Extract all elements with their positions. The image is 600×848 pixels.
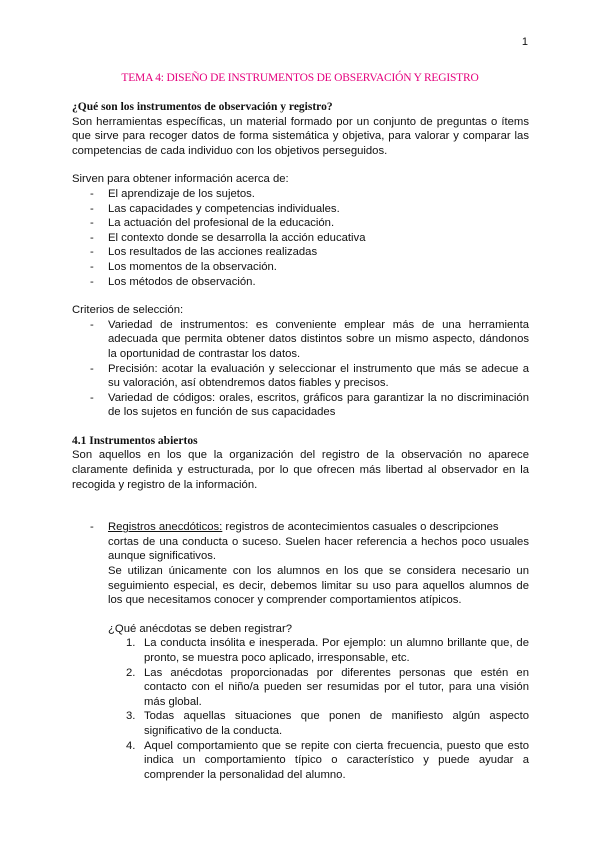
list-item: - Precisión: acotar la evaluación y seleccionar el instrumento que más se adecue a su valoración, así obtendremos datos fiables y precisos.: [90, 362, 529, 391]
anecdote-list: [108, 636, 529, 782]
info-list: [72, 187, 529, 289]
list-item: - La actuación del profesional de la educación.: [90, 216, 529, 231]
list-item: - Los resultados de las acciones realizadas: [90, 245, 529, 260]
anecdotal-line1: registros de acontecimientos casuales o descripciones: [222, 521, 499, 534]
list-item: [90, 520, 529, 608]
list-item: - Variedad de códigos: orales, escritos, gráficos para garantizar la no discriminación de los sujetos en función de sus capacidades: [90, 391, 529, 420]
anecdotal-label: Registros anecdóticos:: [108, 521, 223, 534]
list-item: - Las capacidades y competencias individuales.: [90, 202, 529, 217]
anecdotal-line3: Se utilizan únicamente con los alumnos en los que se considera necesario un seguimiento especial, es decir, debemos limitar su uso para aquellos alumnos de los que necesitamos conocer y comprender comportamientos atípicos.: [108, 565, 529, 607]
list-item: 2. Las anécdotas proporcionadas por diferentes personas que estén en contacto con el niño/a pueden ser resumidas por el tutor, para una visión más global.: [126, 666, 529, 708]
question-block: [72, 622, 529, 783]
info-intro: Sirven para obtener información acerca de:: [72, 173, 289, 186]
section-heading-instruments: ¿Qué son los instrumentos de observación y registro?: [72, 101, 333, 113]
criteria-list: [72, 318, 529, 420]
list-item: - Variedad de instrumentos: es conveniente emplear más de una herramienta adecuada que permita obtener datos distintos sobre un mismo aspecto, dándonos la oportunidad de contrastar los datos.: [90, 318, 529, 362]
anecdotal-list: [72, 520, 529, 608]
definition-paragraph: Son herramientas específicas, un material formado por un conjunto de preguntas o ítems que sirve para recoger datos de forma sistemática y objetiva, para valorar y comparar las competencias de cada individuo con los objetivos perseguidos.: [72, 115, 529, 157]
list-item: - Los métodos de observación.: [90, 275, 529, 290]
document-title: TEMA 4: DISEÑO DE INSTRUMENTOS DE OBSERVACIÓN Y REGISTRO: [121, 72, 479, 84]
question-text: ¿Qué anécdotas se deben registrar?: [108, 622, 292, 635]
criteria-intro: Criterios de selección:: [72, 304, 184, 317]
list-item: - Los momentos de la observación.: [90, 260, 529, 275]
list-item: 4. Aquel comportamiento que se repite con cierta frecuencia, puesto que esto indica un comportamiento típico o característico y puede ayudar a comprender la personalidad del alumno.: [126, 739, 529, 781]
list-item: 1. La conducta insólita e inesperada. Por ejemplo: un alumno brillante que, de pronto, se muestra poco aplicado, irresponsable, etc.: [126, 637, 529, 664]
section-heading-open-instruments: 4.1 Instrumentos abiertos: [72, 434, 198, 447]
anecdotal-line2: cortas de una conducta o suceso. Suelen hacer referencia a hechos poco usuales aunque significativos.: [108, 535, 529, 563]
open-instruments-paragraph: Son aquellos en los que la organización del registro de la observación no aparece claramente definida y estructurada, por lo que ofrecen más libertad al observador en la recogida y registro de la información.: [72, 449, 529, 491]
list-item: - El aprendizaje de los sujetos.: [90, 187, 529, 202]
document-body: [72, 100, 529, 782]
list-item: 3. Todas aquellas situaciones que ponen de manifiesto algún aspecto significativo de la conducta.: [126, 710, 529, 737]
page-number: 1: [521, 36, 528, 48]
list-item: - El contexto donde se desarrolla la acción educativa: [90, 231, 529, 246]
